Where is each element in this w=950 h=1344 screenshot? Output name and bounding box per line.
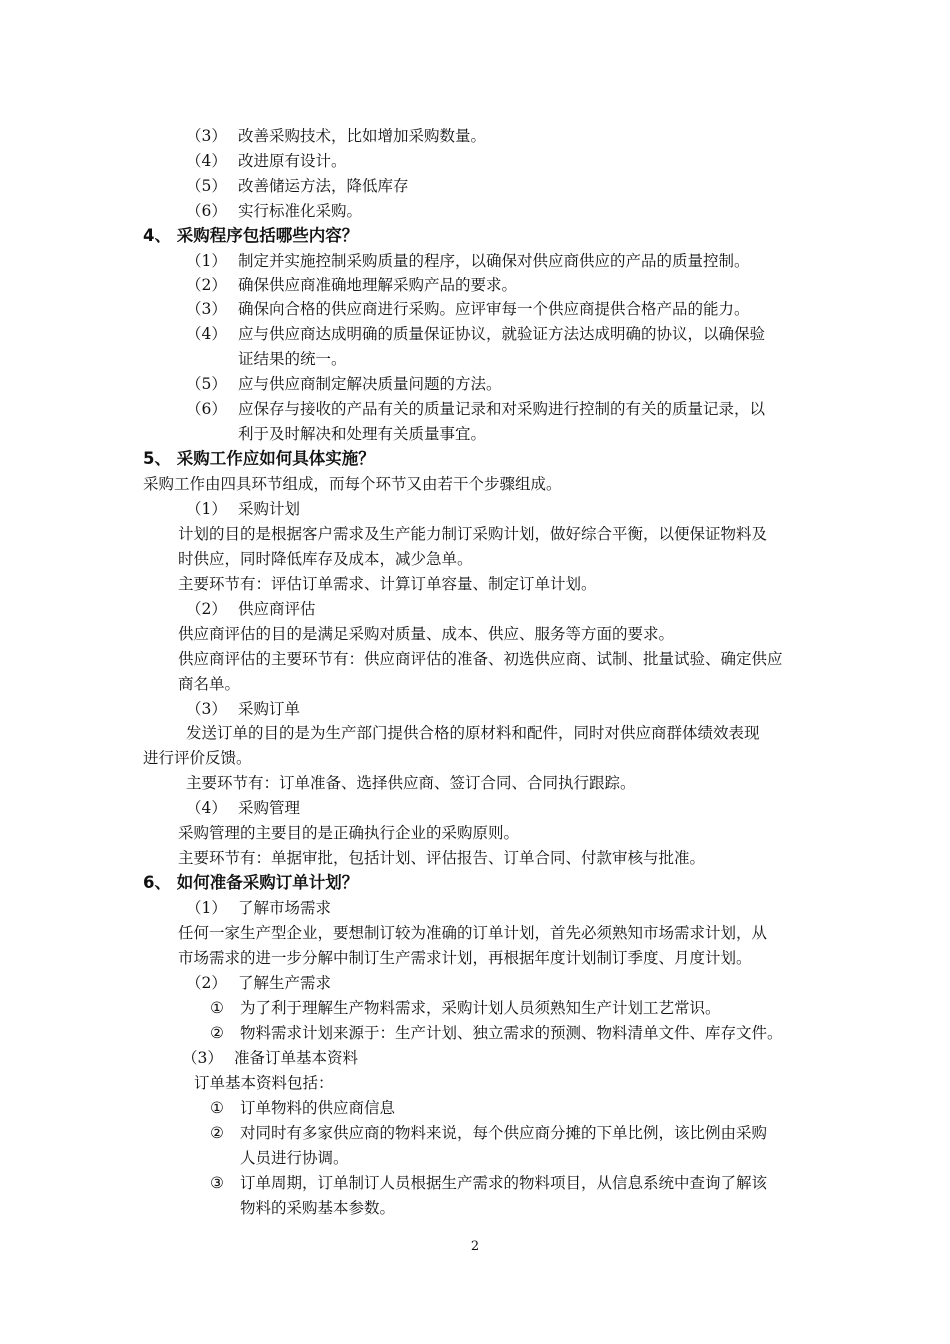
paragraph: 主要环节有：单据审批，包括计划、评估报告、订单合同、付款审核与批准。 — [178, 849, 706, 867]
item-number: （6） — [186, 202, 227, 220]
paragraph: 采购工作由四具环节组成，而每个环节又由若干个步骤组成。 — [143, 475, 562, 493]
paragraph: 任何一家生产型企业，要想制订较为准确的订单计划，首先必须熟知市场需求计划，从 — [178, 924, 768, 942]
list-item — [186, 373, 502, 395]
item-text-continuation: 利于及时解决和处理有关质量事宜。 — [238, 425, 487, 443]
item-number: （3） — [182, 1049, 223, 1067]
list-item — [210, 997, 721, 1019]
item-number: ② — [210, 1124, 224, 1142]
paragraph: 计划的目的是根据客户需求及生产能力制订采购计划，做好综合平衡，以便保证物料及 — [178, 525, 768, 543]
item-number: （6） — [186, 400, 227, 418]
paragraph: 采购管理的主要目的是正确执行企业的采购原则。 — [178, 824, 520, 842]
item-text-continuation: 物料的采购基本参数。 — [240, 1199, 396, 1217]
list-item — [186, 298, 750, 320]
section-heading: 6、 如何准备采购订单计划？ — [143, 873, 359, 892]
list-item — [210, 1097, 395, 1119]
item-text: 改进原有设计。 — [238, 152, 347, 170]
subsection-title — [186, 498, 300, 520]
item-number: （5） — [186, 375, 227, 393]
item-number: ② — [210, 1024, 224, 1042]
item-number: （2） — [186, 276, 227, 294]
item-text: 订单周期，订单制订人员根据生产需求的物料项目，从信息系统中查询了解该 — [240, 1174, 768, 1192]
item-number: （4） — [186, 799, 227, 817]
paragraph: 商名单。 — [178, 675, 241, 693]
paragraph: 时供应，同时降低库存及成本，减少急单。 — [178, 550, 473, 568]
item-number: （1） — [186, 500, 227, 518]
item-text: 了解生产需求 — [238, 974, 332, 992]
item-text: 改善储运方法，降低库存 — [238, 177, 409, 195]
subsection-title — [182, 1047, 358, 1069]
item-number: （4） — [186, 325, 227, 343]
subsection-title — [186, 972, 331, 994]
item-text-continuation: 人员进行协调。 — [240, 1149, 349, 1167]
paragraph: 供应商评估的目的是满足采购对质量、成本、供应、服务等方面的要求。 — [178, 625, 675, 643]
item-text: 确保向合格的供应商进行采购。应评审每一个供应商提供合格产品的能力。 — [238, 300, 750, 318]
item-text: 物料需求计划来源于：生产计划、独立需求的预测、物料清单文件、库存文件。 — [240, 1024, 783, 1042]
list-item — [186, 398, 765, 420]
item-text: 采购管理 — [238, 799, 301, 817]
list-item — [210, 1122, 767, 1144]
list-item — [210, 1022, 783, 1044]
item-text: 实行标准化采购。 — [238, 202, 363, 220]
list-item — [186, 250, 750, 272]
paragraph: 进行评价反馈。 — [143, 749, 252, 767]
item-text: 应与供应商制定解决质量问题的方法。 — [238, 375, 502, 393]
item-number: （4） — [186, 152, 227, 170]
item-number: （3） — [186, 700, 227, 718]
paragraph: 订单基本资料包括： — [194, 1074, 334, 1092]
item-number: （1） — [186, 899, 227, 917]
subsection-title — [186, 897, 331, 919]
paragraph: 主要环节有：评估订单需求、计算订单容量、制定订单计划。 — [178, 575, 597, 593]
item-text: 应保存与接收的产品有关的质量记录和对采购进行控制的有关的质量记录，以 — [238, 400, 766, 418]
item-text: 制定并实施控制采购质量的程序，以确保对供应商供应的产品的质量控制。 — [238, 252, 750, 270]
item-text: 采购订单 — [238, 700, 301, 718]
item-text: 采购计划 — [238, 500, 301, 518]
paragraph: 市场需求的进一步分解中制订生产需求计划，再根据年度计划制订季度、月度计划。 — [178, 949, 752, 967]
list-item — [186, 274, 517, 296]
section-heading: 5、 采购工作应如何具体实施？ — [143, 449, 375, 468]
item-text: 了解市场需求 — [238, 899, 332, 917]
item-text: 确保供应商准确地理解采购产品的要求。 — [238, 276, 518, 294]
item-text: 应与供应商达成明确的质量保证协议，就验证方法达成明确的协议，以确保验 — [238, 325, 766, 343]
item-text: 对同时有多家供应商的物料来说，每个供应商分摊的下单比例，该比例由采购 — [240, 1124, 768, 1142]
item-text: 为了利于理解生产物料需求，采购计划人员须熟知生产计划工艺常识。 — [240, 999, 721, 1017]
subsection-title — [186, 598, 316, 620]
subsection-title — [186, 698, 300, 720]
item-text: 改善采购技术，比如增加采购数量。 — [238, 127, 487, 145]
list-item — [210, 1172, 767, 1194]
item-number: （2） — [186, 974, 227, 992]
section-heading: 4、 采购程序包括哪些内容？ — [143, 226, 359, 245]
paragraph: 供应商评估的主要环节有：供应商评估的准备、初选供应商、试制、批量试验、确定供应 — [178, 650, 783, 668]
subsection-title — [186, 797, 300, 819]
item-number: （1） — [186, 252, 227, 270]
list-item — [186, 150, 347, 172]
list-item — [186, 323, 765, 345]
list-item — [186, 200, 362, 222]
paragraph: 发送订单的目的是为生产部门提供合格的原材料和配件，同时对供应商群体绩效表现 — [186, 724, 760, 742]
item-text-continuation: 证结果的统一。 — [238, 350, 347, 368]
item-number: ① — [210, 1099, 224, 1117]
item-number: （2） — [186, 600, 227, 618]
item-text: 准备订单基本资料 — [234, 1049, 359, 1067]
paragraph: 主要环节有：订单准备、选择供应商、签订合同、合同执行跟踪。 — [186, 774, 636, 792]
item-number: （3） — [186, 127, 227, 145]
item-text: 订单物料的供应商信息 — [240, 1099, 396, 1117]
item-number: （5） — [186, 177, 227, 195]
list-item — [186, 175, 409, 197]
list-item — [186, 125, 486, 147]
item-number: ① — [210, 999, 224, 1017]
item-number: （3） — [186, 300, 227, 318]
item-text: 供应商评估 — [238, 600, 316, 618]
item-number: ③ — [210, 1174, 224, 1192]
page-number: 2 — [470, 1239, 480, 1254]
